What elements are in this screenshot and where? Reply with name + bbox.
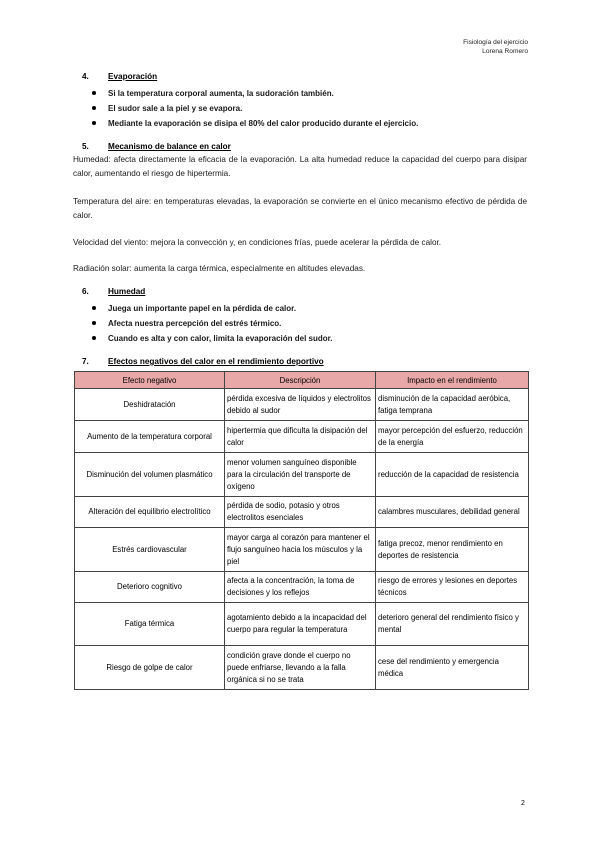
table-row: [75, 389, 529, 421]
table-row: [75, 528, 529, 572]
description-cell: condición grave donde el cuerpo no puede enfriarse, llevando a la falla orgánica si no se trata: [225, 646, 376, 690]
header-course: Fisiología del ejercicio: [463, 39, 528, 46]
list-item: Mediante la evaporación se disipa el 80% del calor producido durante el ejercicio.: [92, 116, 418, 131]
section-title: Efectos negativos del calor en el rendimiento deportivo: [108, 357, 324, 366]
column-header: Efecto negativo: [75, 372, 225, 389]
list-item: Si la temperatura corporal aumenta, la sudoración también.: [92, 86, 418, 101]
column-header: Descripción: [225, 372, 376, 389]
section-number: 5.: [82, 142, 89, 151]
description-cell: hipertermia que dificulta la disipación del calor: [225, 421, 376, 453]
description-cell: agotamiento debido a la incapacidad del cuerpo para regular la temperatura: [225, 603, 376, 646]
column-header: Impacto en el rendimiento: [376, 372, 529, 389]
bullet-list-humedad: [92, 301, 333, 346]
list-item: El sudor sale a la piel y se evapora.: [92, 101, 418, 116]
description-cell: pérdida excesiva de líquidos y electrolitos debido al sudor: [225, 389, 376, 421]
description-cell: mayor carga al corazón para mantener el flujo sanguíneo hacia los músculos y la piel: [225, 528, 376, 572]
effect-cell: Fatiga térmica: [75, 603, 225, 646]
section-heading-evaporacion: [82, 72, 157, 81]
impact-cell: reducción de la capacidad de resistencia: [376, 453, 529, 497]
list-item: Afecta nuestra percepción del estrés térmico.: [92, 316, 333, 331]
effect-cell: Aumento de la temperatura corporal: [75, 421, 225, 453]
paragraph-viento: Velocidad del viento: mejora la convección y, en condiciones frías, puede acelerar la pérdida de calor.: [73, 238, 442, 247]
paragraph-radiacion: Radiación solar: aumenta la carga térmica, especialmente en altitudes elevadas.: [73, 264, 366, 273]
section-number: 6.: [82, 287, 89, 296]
page-header: [463, 38, 528, 56]
effects-table: [74, 371, 529, 690]
impact-cell: disminución de la capacidad aeróbica, fatiga temprana: [376, 389, 529, 421]
section-heading-balance: [82, 142, 231, 151]
impact-cell: fatiga precoz, menor rendimiento en deportes de resistencia: [376, 528, 529, 572]
section-heading-efectos: [82, 357, 324, 366]
list-item: Cuando es alta y con calor, limita la evaporación del sudor.: [92, 331, 333, 346]
effect-cell: Deshidratación: [75, 389, 225, 421]
list-item: Juega un importante papel en la pérdida de calor.: [92, 301, 333, 316]
impact-cell: cese del rendimiento y emergencia médica: [376, 646, 529, 690]
effect-cell: Alteración del equilibrio electrolítico: [75, 497, 225, 528]
section-title: Evaporación: [108, 72, 158, 81]
header-author: Lorena Romero: [482, 48, 528, 55]
description-cell: afecta a la concentración, la toma de decisiones y los reflejos: [225, 572, 376, 603]
effect-cell: Deterioro cognitivo: [75, 572, 225, 603]
description-cell: menor volumen sanguíneo disponible para la circulación del transporte de oxígeno: [225, 453, 376, 497]
effect-cell: Estrés cardiovascular: [75, 528, 225, 572]
impact-cell: calambres musculares, debilidad general: [376, 497, 529, 528]
section-heading-humedad: [82, 287, 145, 296]
bullet-list-evaporacion: [92, 86, 418, 131]
effect-cell: Disminución del volumen plasmático: [75, 453, 225, 497]
table-row: [75, 453, 529, 497]
description-cell: pérdida de sodio, potasio y otros electrolitos esenciales: [225, 497, 376, 528]
section-number: 7.: [82, 357, 89, 366]
table-header-row: [75, 372, 529, 389]
table-row: [75, 572, 529, 603]
effect-cell: Riesgo de golpe de calor: [75, 646, 225, 690]
section-title: Mecanismo de balance en calor: [108, 142, 231, 151]
section-title: Humedad: [108, 287, 146, 296]
table-row: [75, 497, 529, 528]
table-row: [75, 646, 529, 690]
table-row: [75, 603, 529, 646]
impact-cell: mayor percepción del esfuerzo, reducción de la energía: [376, 421, 529, 453]
paragraph-temperatura: Temperatura del aire: en temperaturas elevadas, la evaporación se convierte en el único mecanismo efectivo de pérdida de calor.: [73, 197, 527, 220]
table-row: [75, 421, 529, 453]
impact-cell: riesgo de errores y lesiones en deportes técnicos: [376, 572, 529, 603]
page-number: 2: [521, 800, 525, 807]
section-number: 4.: [82, 72, 89, 81]
impact-cell: deterioro general del rendimiento físico y mental: [376, 603, 529, 646]
paragraph-humedad: Humedad: afecta directamente la eficacia de la evaporación. La alta humedad reduce la capacidad del cuerpo para disipar calor, aumentando el riesgo de hipertermia.: [73, 155, 527, 178]
